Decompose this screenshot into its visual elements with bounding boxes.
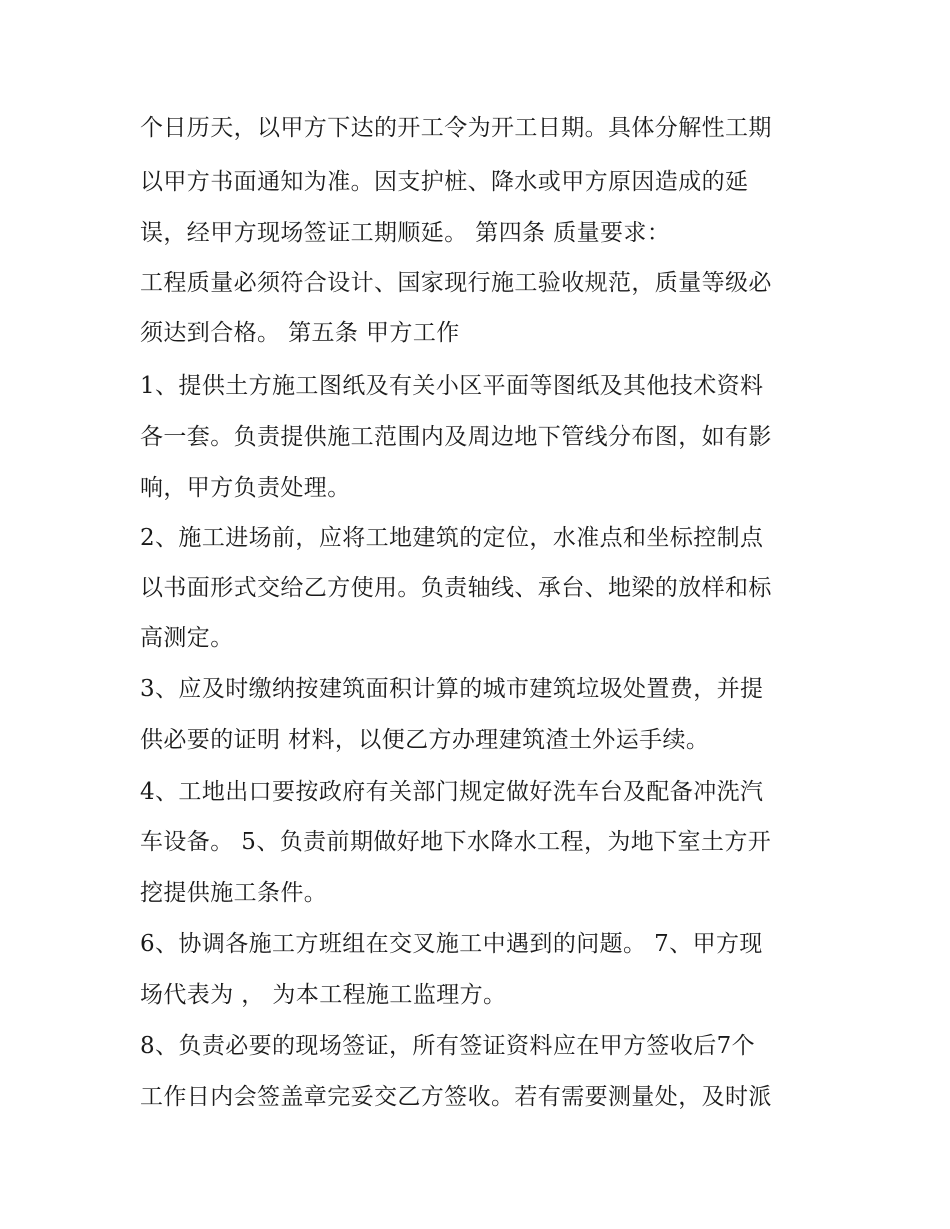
text-line-18: 场代表为 ， 为本工程施工监理方。 xyxy=(140,982,507,1008)
text-line-17: 6、协调各施工方班组在交叉施工中遇到的问题。 7、甲方现 xyxy=(140,931,763,957)
text-line-4: 工程质量必须符合设计、国家现行施工验收规范，质量等级必 xyxy=(140,270,772,296)
text-line-3: 误，经甲方现场签证工期顺延。 第四条 质量要求： xyxy=(140,220,671,246)
text-line-12: 3、应及时缴纳按建筑面积计算的城市建筑垃圾处置费，并提 xyxy=(140,676,764,702)
text-line-6: 1、提供土方施工图纸及有关小区平面等图纸及其他技术资料 xyxy=(140,373,764,399)
text-line-5: 须达到合格。 第五条 甲方工作 xyxy=(140,320,460,346)
text-line-10: 以书面形式交给乙方使用。负责轴线、承台、地梁的放样和标 xyxy=(140,575,772,601)
text-line-1: 个日历天，以甲方下达的开工令为开工日期。具体分解性工期 xyxy=(140,115,772,141)
text-line-19: 8、负责必要的现场签证，所有签证资料应在甲方签收后7个 xyxy=(140,1033,756,1059)
text-line-16: 挖提供施工条件。 xyxy=(140,880,328,906)
text-line-14: 4、工地出口要按政府有关部门规定做好洗车台及配备冲洗汽 xyxy=(140,779,764,805)
text-line-2: 以甲方书面通知为准。因支护桩、降水或甲方原因造成的延 xyxy=(140,169,749,195)
text-line-7: 各一套。负责提供施工范围内及周边地下管线分布图，如有影 xyxy=(140,424,772,450)
text-line-9: 2、施工进场前，应将工地建筑的定位，水准点和坐标控制点 xyxy=(140,525,764,551)
text-line-13: 供必要的证明 材料，以便乙方办理建筑渣土外运手续。 xyxy=(140,727,710,753)
text-line-8: 响，甲方负责处理。 xyxy=(140,475,351,501)
text-line-15: 车设备。 5、负责前期做好地下水降水工程，为地下室土方开 xyxy=(140,829,772,855)
text-line-20: 工作日内会签盖章完妥交乙方签收。若有需要测量处，及时派 xyxy=(140,1084,772,1110)
text-line-11: 高测定。 xyxy=(140,625,234,651)
